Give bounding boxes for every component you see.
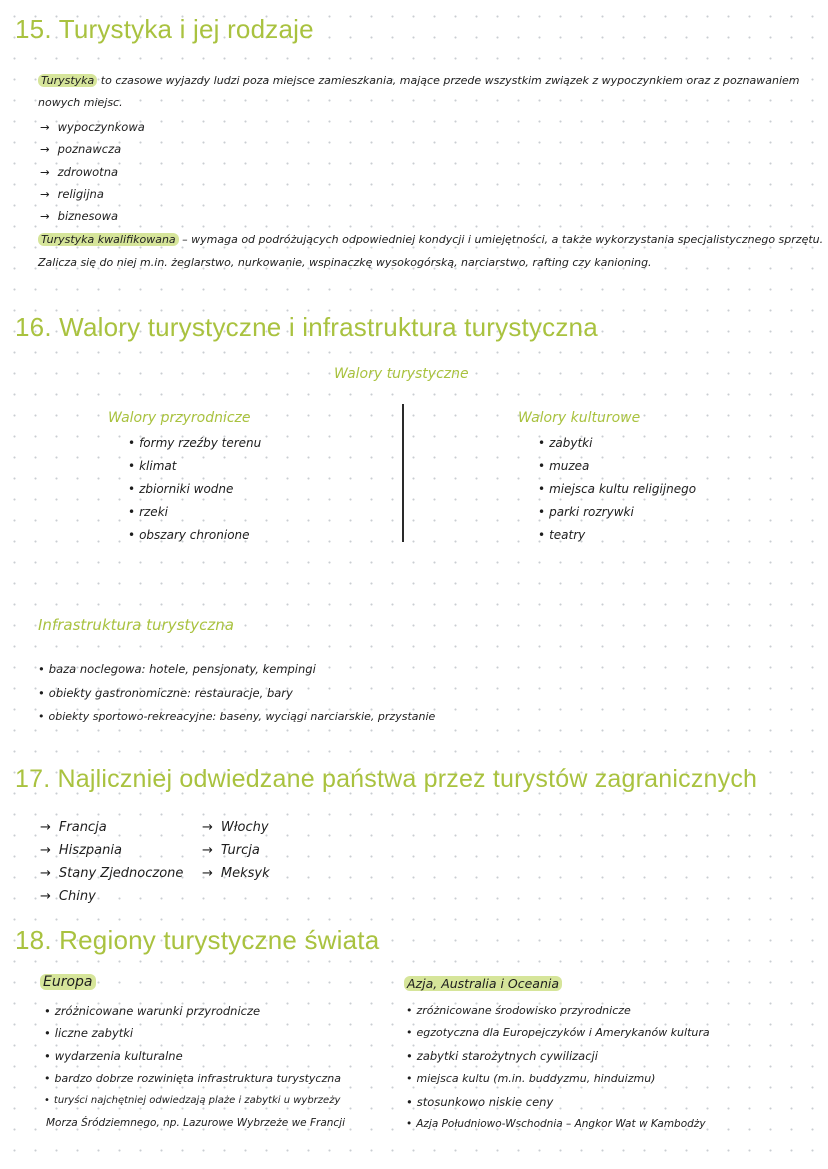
europe-item: • zróżnicowane warunki przyrodnicze (44, 1004, 260, 1018)
country-item: → Włochy (202, 820, 269, 835)
europe-title (40, 974, 96, 990)
infrastructure-title: Infrastruktura turystyczna (38, 616, 234, 634)
natural-item: • klimat (128, 459, 176, 473)
qualified-tourism (38, 233, 823, 246)
walory-title: Walory turystyczne (334, 366, 469, 382)
qualified-tourism-cont: Zalicza się do niej m.in. żeglarstwo, nurkowanie, wspinaczkę wysokogórską, narciarstwo, rafting czy kanioning. (38, 256, 652, 269)
asia-title-highlight: Azja, Australia i Oceania (404, 976, 562, 991)
tourism-definition (38, 74, 800, 87)
tourism-definition-text: to czasowe wyjazdy ludzi poza miejsce zamieszkania, mające przede wszystkim związek z wypoczynkiem oraz z poznawaniem (97, 74, 800, 87)
type-item: → biznesowa (40, 209, 118, 223)
country-item: → Meksyk (202, 866, 270, 881)
cultural-item: • zabytki (538, 436, 592, 450)
cultural-item: • miejsca kultu religijnego (538, 482, 696, 496)
section-16-heading: 16. Walory turystyczne i infrastruktura turystyczna (15, 312, 598, 342)
qualified-text: – wymaga od podróżujących odpowiedniej kondycji i umiejętności, a także wykorzystania specjalistycznego sprzętu. (178, 233, 824, 246)
section-17-heading: 17. Najliczniej odwiedzane państwa przez turystów zagranicznych (15, 765, 758, 793)
asia-item: • zróżnicowane środowisko przyrodnicze (406, 1004, 631, 1017)
natural-item: • rzeki (128, 505, 168, 519)
europe-item-cont: Morza Śródziemnego, np. Lazurowe Wybrzeże we Francji (46, 1117, 346, 1129)
cultural-item: • muzea (538, 459, 589, 473)
asia-item: • egzotyczna dla Europejczyków i Amerykanów kultura (406, 1026, 710, 1039)
type-item: → wypoczynkowa (40, 120, 145, 134)
infrastructure-item: • obiekty gastronomiczne: restauracje, bary (38, 686, 293, 700)
natural-item: • formy rzeźby terenu (128, 436, 261, 450)
infrastructure-item: • obiekty sportowo-rekreacyjne: baseny, wyciągi narciarskie, przystanie (38, 710, 435, 723)
type-item: → religijna (40, 187, 104, 201)
country-item: → Hiszpania (40, 843, 122, 858)
europe-item: • wydarzenia kulturalne (44, 1049, 183, 1063)
country-item: → Turcja (202, 843, 260, 858)
asia-item: • stosunkowo niskie ceny (406, 1095, 553, 1109)
section-18-heading: 18. Regiony turystyczne świata (15, 925, 380, 955)
europe-item: • bardzo dobrze rozwinięta infrastruktura turystyczna (44, 1072, 341, 1085)
asia-item: • zabytki starożytnych cywilizacji (406, 1049, 598, 1063)
cultural-values-title: Walory kulturowe (518, 410, 641, 426)
infrastructure-item: • baza noclegowa: hotele, pensjonaty, kempingi (38, 662, 316, 676)
cultural-item: • parki rozrywki (538, 505, 634, 519)
tourism-term-highlight: Turystyka (38, 74, 97, 87)
column-divider (402, 404, 404, 542)
type-item: → poznawcza (40, 142, 121, 156)
asia-title (404, 976, 562, 991)
tourism-definition-cont: nowych miejsc. (38, 96, 123, 109)
country-item: → Stany Zjednoczone (40, 866, 183, 881)
natural-item: • obszary chronione (128, 528, 250, 542)
cultural-item: • teatry (538, 528, 585, 542)
asia-item: • Azja Południowo-Wschodnia – Angkor Wat w Kambodży (406, 1118, 706, 1130)
natural-values-title: Walory przyrodnicze (108, 410, 251, 426)
natural-item: • zbiorniki wodne (128, 482, 233, 496)
europe-title-highlight: Europa (40, 974, 96, 990)
type-item: → zdrowotna (40, 165, 118, 179)
qualified-term-highlight: Turystyka kwalifikowana (38, 233, 179, 246)
section-15-heading: 15. Turystyka i jej rodzaje (15, 14, 314, 44)
asia-item: • miejsca kultu (m.in. buddyzmu, hinduizmu) (406, 1072, 655, 1085)
europe-item: • turyści najchętniej odwiedzają plaże i zabytki u wybrzeży (44, 1095, 340, 1106)
country-item: → Francja (40, 820, 107, 835)
europe-item: • liczne zabytki (44, 1026, 133, 1040)
country-item: → Chiny (40, 889, 96, 904)
